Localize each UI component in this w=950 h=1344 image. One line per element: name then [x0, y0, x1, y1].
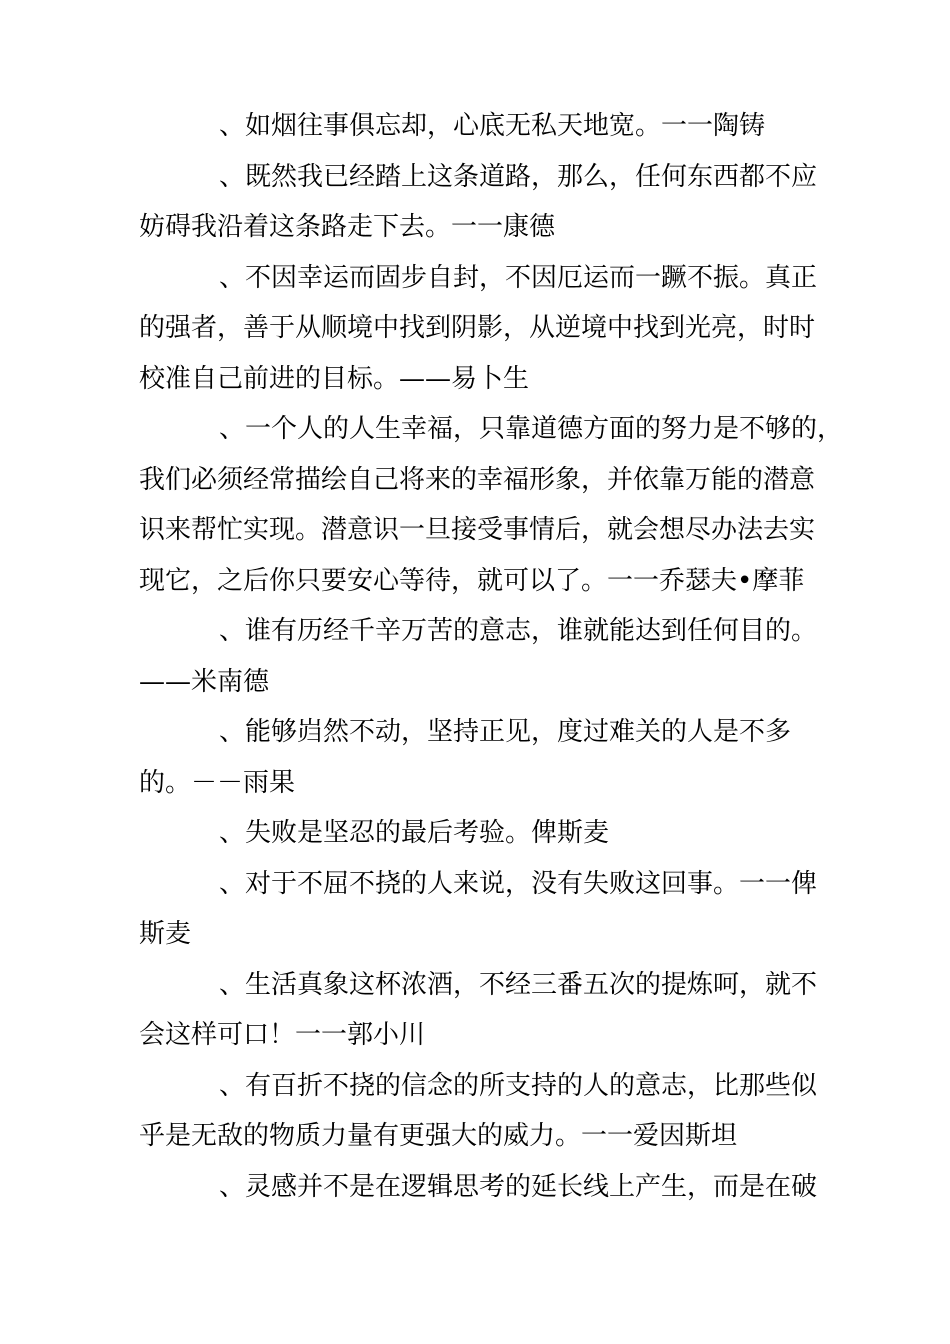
text-line: 会这样可口！一一郭小川: [139, 1020, 426, 1050]
text-line: 现它，之后你只要安心等待，就可以了。一一乔瑟夫•摩菲: [139, 565, 805, 596]
text-line: 、一个人的人生幸福，只靠道德方面的努力是不够的，: [219, 414, 844, 444]
text-line: 的强者，善于从顺境中找到阴影，从逆境中找到光亮，时时: [139, 313, 816, 343]
text-line: 、生活真象这杯浓酒，不经三番五次的提炼呵，就不: [219, 969, 818, 1000]
text-line: 乎是无敌的物质力量有更强大的威力。一一爱因斯坦: [139, 1121, 738, 1151]
text-line: 妨碍我沿着这条路走下去。一一康德: [139, 212, 556, 242]
text-line: 、失败是坚忍的最后考验。俾斯麦: [219, 818, 610, 848]
text-line: 我们必须经常描绘自己将来的幸福形象，并依靠万能的潜意: [139, 464, 816, 495]
text-line: 、对于不屈不挠的人来说，没有失败这回事。一一俾: [219, 868, 818, 899]
text-line: 、谁有历经千辛万苦的意志，谁就能达到任何目的。: [219, 616, 818, 646]
text-line: 校准自己前进的目标。——易卜生: [139, 363, 530, 394]
text-line: 识来帮忙实现。潜意识一旦接受事情后，就会想尽办法去实: [139, 515, 816, 545]
text-line: 、能够岿然不动，坚持正见，度过难关的人是不多: [219, 717, 792, 747]
text-line: 、灵感并不是在逻辑思考的延长线上产生，而是在破: [219, 1171, 818, 1202]
text-line: 斯麦: [139, 919, 192, 949]
text-line: 、不因幸运而固步自封，不因厄运而一蹶不振。真正: [219, 262, 818, 293]
text-line: 、如烟往事俱忘却，心底无私天地宽。一一陶铸: [219, 111, 766, 141]
text-line: 的。－－雨果: [139, 767, 296, 798]
text-line: ——米南德: [139, 666, 270, 697]
text-line: 、既然我已经踏上这条道路，那么，任何东西都不应: [219, 161, 818, 192]
text-line: 、有百折不挠的信念的所支持的人的意志，比那些似: [219, 1070, 818, 1101]
